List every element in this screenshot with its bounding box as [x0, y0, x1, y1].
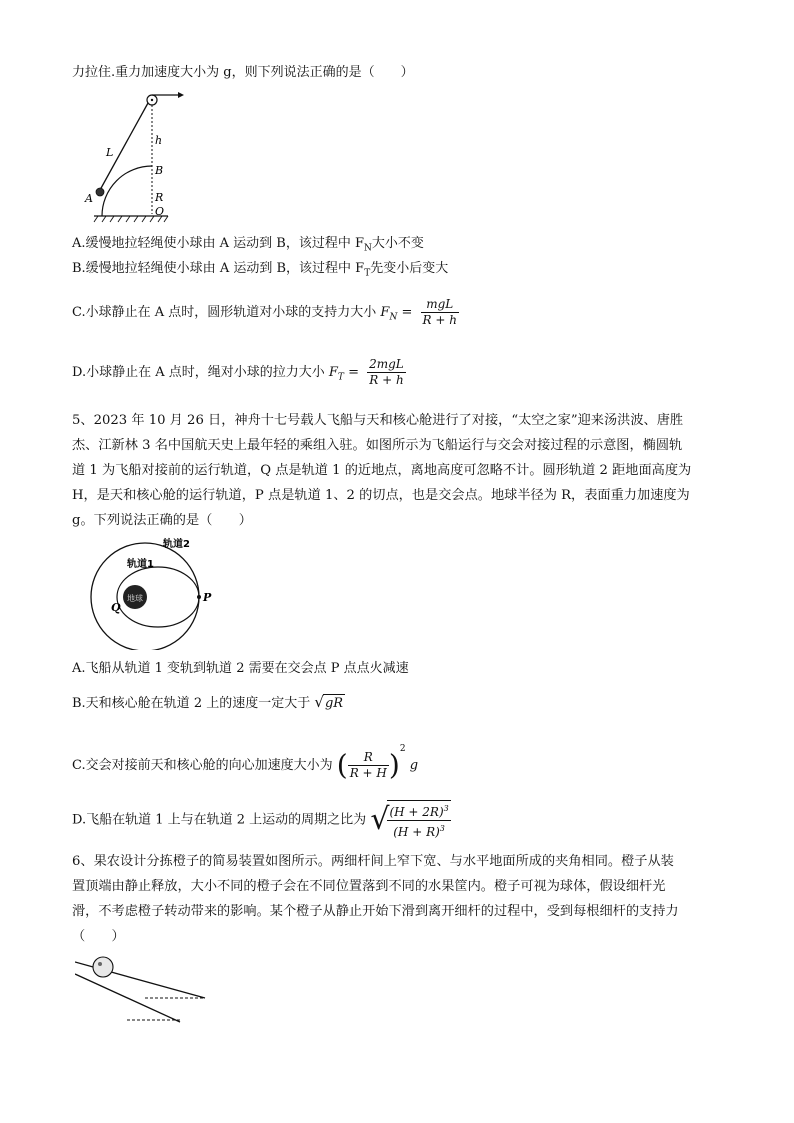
q5-option-a: A.飞船从轨道 1 变轨到轨道 2 需要在交会点 P 点点火减速	[72, 661, 409, 676]
label-A: A	[85, 192, 93, 205]
q4-option-b: B.缓慢地拉轻绳使小球由 A 运动到 B，该过程中 $F_T$先变小后变大	[72, 261, 449, 279]
q6-figure	[75, 952, 225, 1032]
label-R: R	[155, 191, 164, 204]
q4-c-fraction: $\frac{\text{mgL}}{R + h}$	[422, 297, 457, 327]
q5-c-fraction: $\frac{R}{R + H}$	[349, 750, 387, 780]
label-O: O	[155, 205, 165, 218]
label-Q: Q	[111, 601, 121, 614]
q4-option-c: C.小球静止在 A 点时，圆形轨道对小球的支持力大小 $F_N$ = $\frac{\text{mgL}}{R + h}$	[72, 297, 457, 327]
q4-stem-tail: 力拉住.重力加速度大小为 g，则下列说法正确的是（ ）	[72, 65, 414, 80]
label-h: h	[155, 134, 163, 147]
q5-option-c: C.交会对接前天和核心舱的向心加速度大小为 ( $\frac{R}{R + H}$ )$^2$ g	[72, 744, 419, 782]
q4-option-d: D.小球静止在 A 点时，绳对小球的拉力大小 $F_T$ = $\frac{\text{2mgL}}{R + h}$	[72, 357, 404, 387]
q5-d-fraction: $\frac{(H + 2R)^3}{(H + R)^3}$	[387, 800, 450, 840]
q6-stem: 6、果农设计分拣橙子的简易装置如图所示。两细杆间上窄下宽、与水平地面所成的夹角相同。橙子从装 置顶端由静止释放，大小不同的橙子会在不同位置落到不同的水果筐内。橙子可视为球体，假设细杆光 滑，不考虑橙子转动带来的影响。某个橙子从静止开始下滑到离开细杆的过程中，受到每根细杆的支持力 （ ）	[72, 854, 679, 944]
label-orbit1: 轨道1	[127, 559, 154, 570]
q5-option-b: B.天和核心舱在轨道 2 上的速度一定大于 √gR	[72, 693, 344, 711]
label-P: P	[203, 591, 212, 604]
label-orbit2: 轨道2	[163, 539, 190, 550]
q5-stem: 5、2023 年 10 月 26 日，神舟十七号载人飞船与天和核心舱进行了对接，“太空之家”迎来汤洪波、唐胜 杰、江新林 3 名中国航天史上最年轻的乘组入驻。如图所示为飞船运行与交会对接过程的示意图，椭圆轨 道 1 为飞船对接前的运行轨道，Q 点是轨道 1 的近地点，离地高度可忽略不计。圆形轨道 2 距地面高度为 H，是天和核心舱的运行轨道，P 点是轨道 1、2 的切点，也是交会点。地球半径为 R，表面重力加速度为 g。下列说法正确的是（ ）	[72, 413, 692, 528]
q4-d-fraction: $\frac{\text{2mgL}}{R + h}$	[369, 357, 404, 387]
label-B: B	[155, 164, 164, 177]
q4-figure	[80, 88, 210, 228]
label-L: L	[106, 146, 114, 159]
q5-orbit-figure	[75, 535, 225, 650]
earth-label: 地球	[127, 594, 143, 603]
q4-option-a: A.缓慢地拉轻绳使小球由 A 运动到 B，该过程中 $F_N$大小不变	[72, 236, 424, 254]
orange-icon	[93, 957, 113, 977]
q5-option-d: D.飞船在轨道 1 上与在轨道 2 上运动的周期之比为 √ $\frac{(H + 2R)^3}{(H + R)^3}$	[72, 802, 449, 839]
